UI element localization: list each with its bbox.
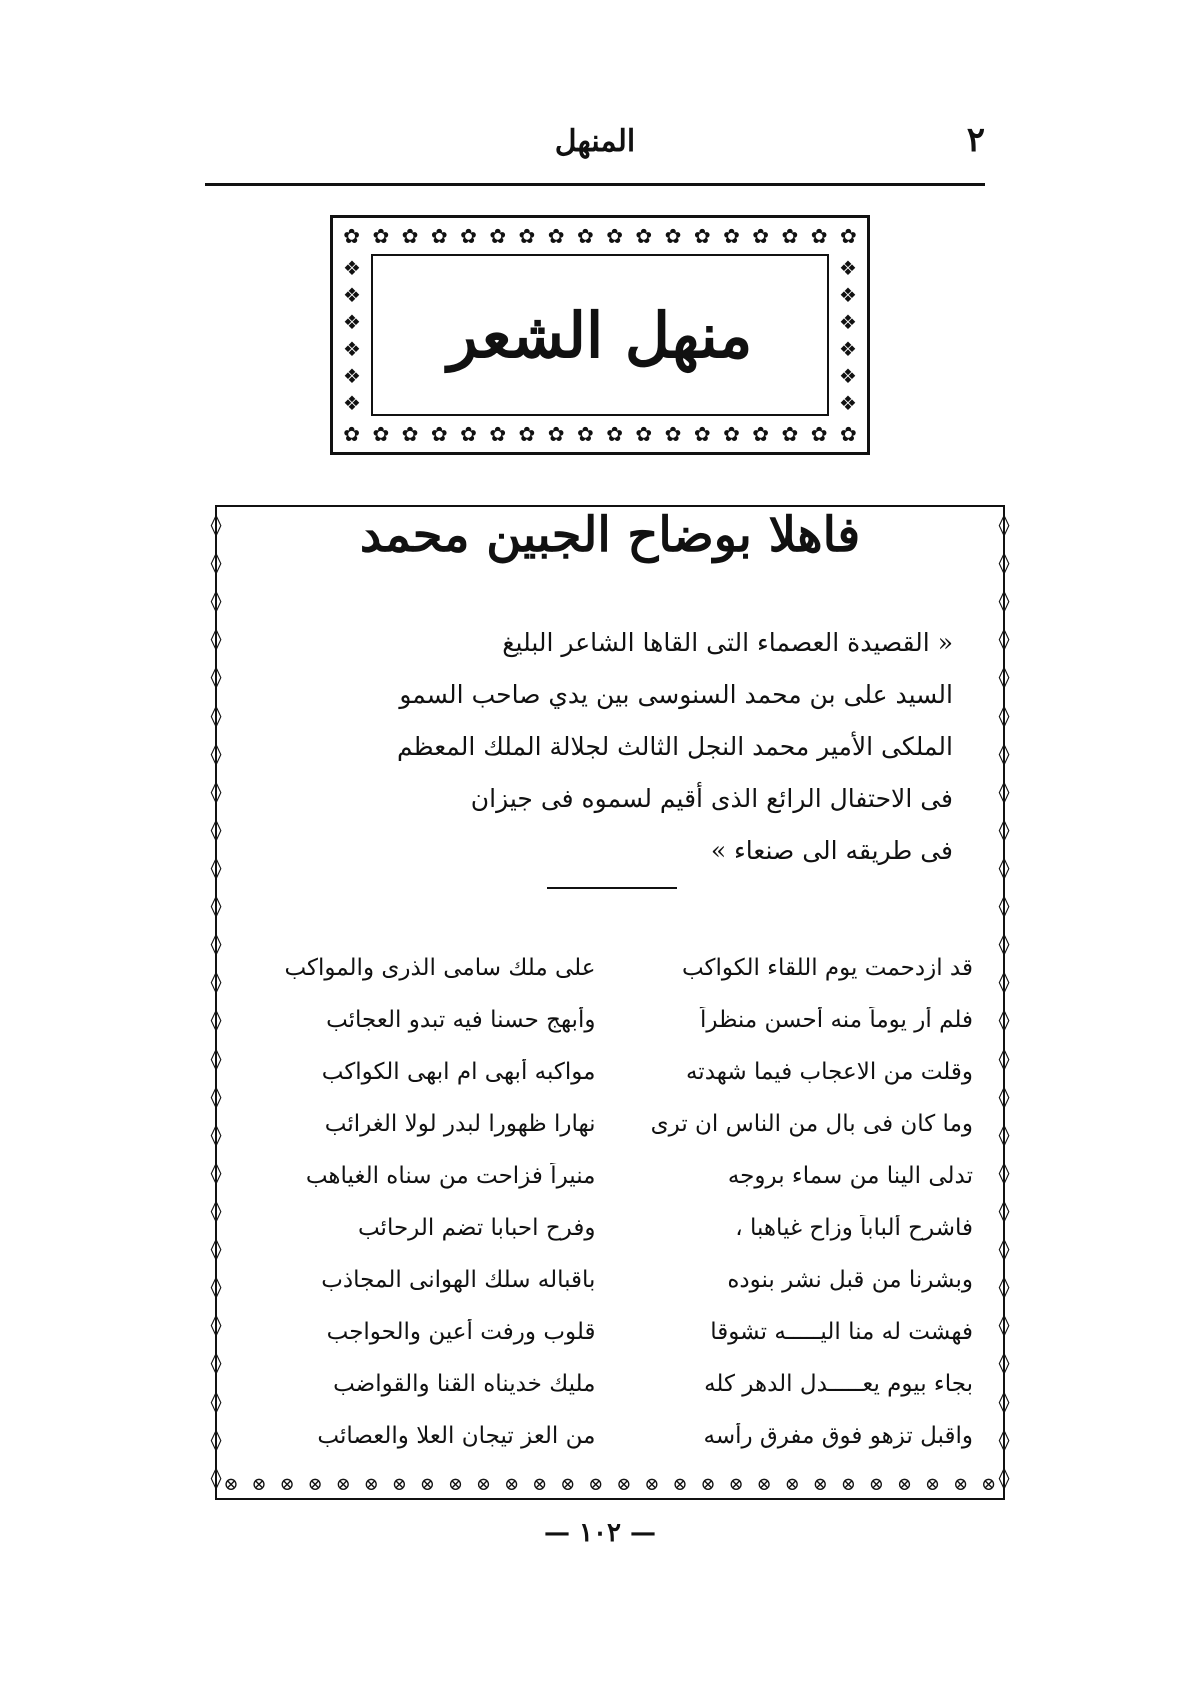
verse-first-hemistich: قد ازدحمت يوم اللقاء الكواكب [681,955,973,981]
banner-ornament-left: ❖ ❖ ❖ ❖ ❖ ❖ [343,255,361,415]
banner-ornament-bottom: ✿ ✿ ✿ ✿ ✿ ✿ ✿ ✿ ✿ ✿ ✿ ✿ ✿ ✿ ✿ ✿ ✿ ✿ [343,422,857,446]
verse-second-hemistich: باقباله سلك الهوانى المجاذب [321,1267,596,1293]
verse-second-hemistich: وفرح احبابا تضم الرحائب [357,1215,596,1241]
banner-ornament-right: ❖ ❖ ❖ ❖ ❖ ❖ [839,255,857,415]
verse-first-hemistich: واقبل تزهو فوق مفرق رأسه [703,1423,973,1449]
verse [247,942,973,994]
frame-border-bottom: ⊗ ⊗ ⊗ ⊗ ⊗ ⊗ ⊗ ⊗ ⊗ ⊗ ⊗ ⊗ ⊗ ⊗ ⊗ ⊗ ⊗ ⊗ ⊗ ⊗ ⊗ ⊗ ⊗ ⊗ ⊗ ⊗ ⊗ ⊗ [223,1474,997,1495]
poem-title: فاهلا بوضاح الجبين محمد [359,507,861,563]
banner-inner [371,254,829,416]
section-banner [330,215,870,455]
poem-frame [210,505,1010,1500]
verse-first-hemistich: وقلت من الاعجاب فيما شهدته [685,1059,973,1085]
verse-second-hemistich: مواكبه أبهى ام ابهى الكواكب [321,1059,596,1085]
verse-second-hemistich: نهارا ظهورا لبدر لولا الغرائب [324,1111,596,1137]
intro-line: فى طريقه الى صنعاء » [710,836,953,865]
intro-line: الملكى الأمير محمد النجل الثالث لجلالة الملك المعظم [397,732,953,761]
verse-first-hemistich: بجاء بيوم يعـــــدل الدهر كله [704,1371,973,1397]
verse-second-hemistich: على ملك سامى الذرى والمواكب [284,955,596,981]
frame-border-left: ◊ ◊ ◊ ◊ ◊ ◊ ◊ ◊ ◊ ◊ ◊ ◊ ◊ ◊ ◊ ◊ ◊ ◊ ◊ ◊ ◊ ◊ ◊ ◊ ◊ ◊ [210,513,222,1491]
journal-title: المنهل [554,124,636,159]
banner-ornament-top: ✿ ✿ ✿ ✿ ✿ ✿ ✿ ✿ ✿ ✿ ✿ ✿ ✿ ✿ ✿ ✿ ✿ ✿ [343,224,857,248]
verse-first-hemistich: تدلى الينا من سماء بروجه [727,1163,973,1189]
intro-line: السيد على بن محمد السنوسى بين يدي صاحب السمو [399,680,953,709]
poem-intro [262,617,953,877]
verse-second-hemistich: من العز تيجان العلا والعصائب [317,1423,596,1449]
intro-line: « القصيدة العصماء التى القاها الشاعر البليغ [502,628,953,657]
intro-line: فى الاحتفال الرائع الذى أقيم لسموه فى جيزان [470,784,953,813]
verse [247,994,973,1046]
verse-first-hemistich: وما كان فى بال من الناس ان ترى [650,1111,973,1137]
header-rule [205,183,985,186]
running-header [205,120,985,180]
verse-first-hemistich: فلم أر يوماً منه أحسن منظراً [699,1007,973,1033]
verse-first-hemistich: وبشرنا من قبل نشر بنوده [727,1267,973,1293]
verse-second-hemistich: مليك خديناه القنا والقواضب [333,1371,596,1397]
verse-second-hemistich: منيراً فزاحت من سناه الغياهب [305,1163,596,1189]
verse [247,1098,973,1150]
verse [247,1358,973,1410]
page-number-bottom: — ١٠٢ — [543,1518,657,1548]
divider [547,887,677,889]
verse [247,1410,973,1462]
verse-first-hemistich: فهشت له منا اليـــــه تشوقا [710,1319,973,1345]
verse [247,1306,973,1358]
verse-second-hemistich: قلوب ورفت أعين والحواجب [326,1319,596,1345]
page-number-top: ٢ [966,120,985,160]
section-title: منهل الشعر [447,298,753,372]
verse [247,1254,973,1306]
verse-second-hemistich: وأبهج حسنا فيه تبدو العجائب [326,1007,596,1033]
verse [247,1150,973,1202]
frame-border-right: ◊ ◊ ◊ ◊ ◊ ◊ ◊ ◊ ◊ ◊ ◊ ◊ ◊ ◊ ◊ ◊ ◊ ◊ ◊ ◊ ◊ ◊ ◊ ◊ ◊ ◊ [998,513,1010,1491]
verse [247,1202,973,1254]
verse [247,1046,973,1098]
verses [247,942,973,1462]
verse-first-hemistich: فاشرح ألباباً وزاح غياهبا ، [735,1215,973,1241]
